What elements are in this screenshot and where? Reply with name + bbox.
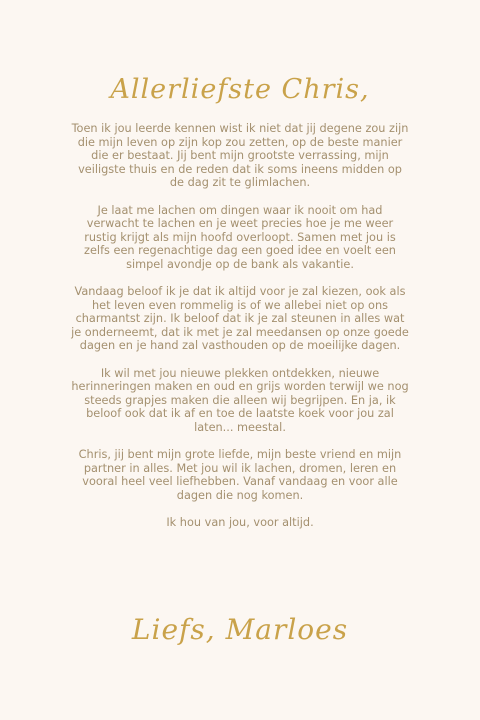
paragraph-1: Toen ik jou leerde kennen wist ik niet dat jij degene zou zijn die mijn leven op zijn kop zou zetten, op de beste manier die er bestaat. Jij bent mijn grootste verrassing, mijn veiligste thuis en de reden dat ik soms ineens midden op de dag zit te glimlachen. <box>71 122 409 189</box>
letter-body <box>70 122 410 544</box>
paragraph-5: Chris, jij bent mijn grote liefde, mijn beste vriend en mijn partner in alles. Met jou wil ik lachen, dromen, leren en vooral heel veel liefhebben. Vanaf vandaag en voor alle dagen die nog komen. <box>78 448 402 502</box>
paragraph-2: Je laat me lachen om dingen waar ik nooit om had verwacht te lachen en je weet precies hoe je me weer rustig krijgt als mijn hoofd overloopt. Samen met jou is zelfs een regenachtige dag een goed idee en voelt een simpel avondje op de bank als vakantie. <box>84 203 396 271</box>
closing-line: Ik hou van jou, voor altijd. <box>166 516 314 529</box>
paragraph-4: Ik wil met jou nieuwe plekken ontdekken, nieuwe herinneringen maken en oud en grijs worden terwijl we nog steeds grapjes maken die alleen wij begrijpen. En ja, ik beloof ook dat ik af en toe de laatste koek voor jou zal laten... meestal. <box>71 366 409 434</box>
signature: Liefs, Marloes <box>131 613 349 646</box>
paragraph-3: Vandaag beloof ik je dat ik altijd voor je zal kiezen, ook als het leven even rommelig is of we allebei niet op ons charmantst zijn. Ik beloof dat ik je zal steunen in alles wat je onderneemt, dat ik met je zal meedansen op onze goede dagen en je hand zal vasthouden op de moeilijke dagen. <box>71 285 409 352</box>
salutation: Allerliefste Chris, <box>110 74 370 105</box>
